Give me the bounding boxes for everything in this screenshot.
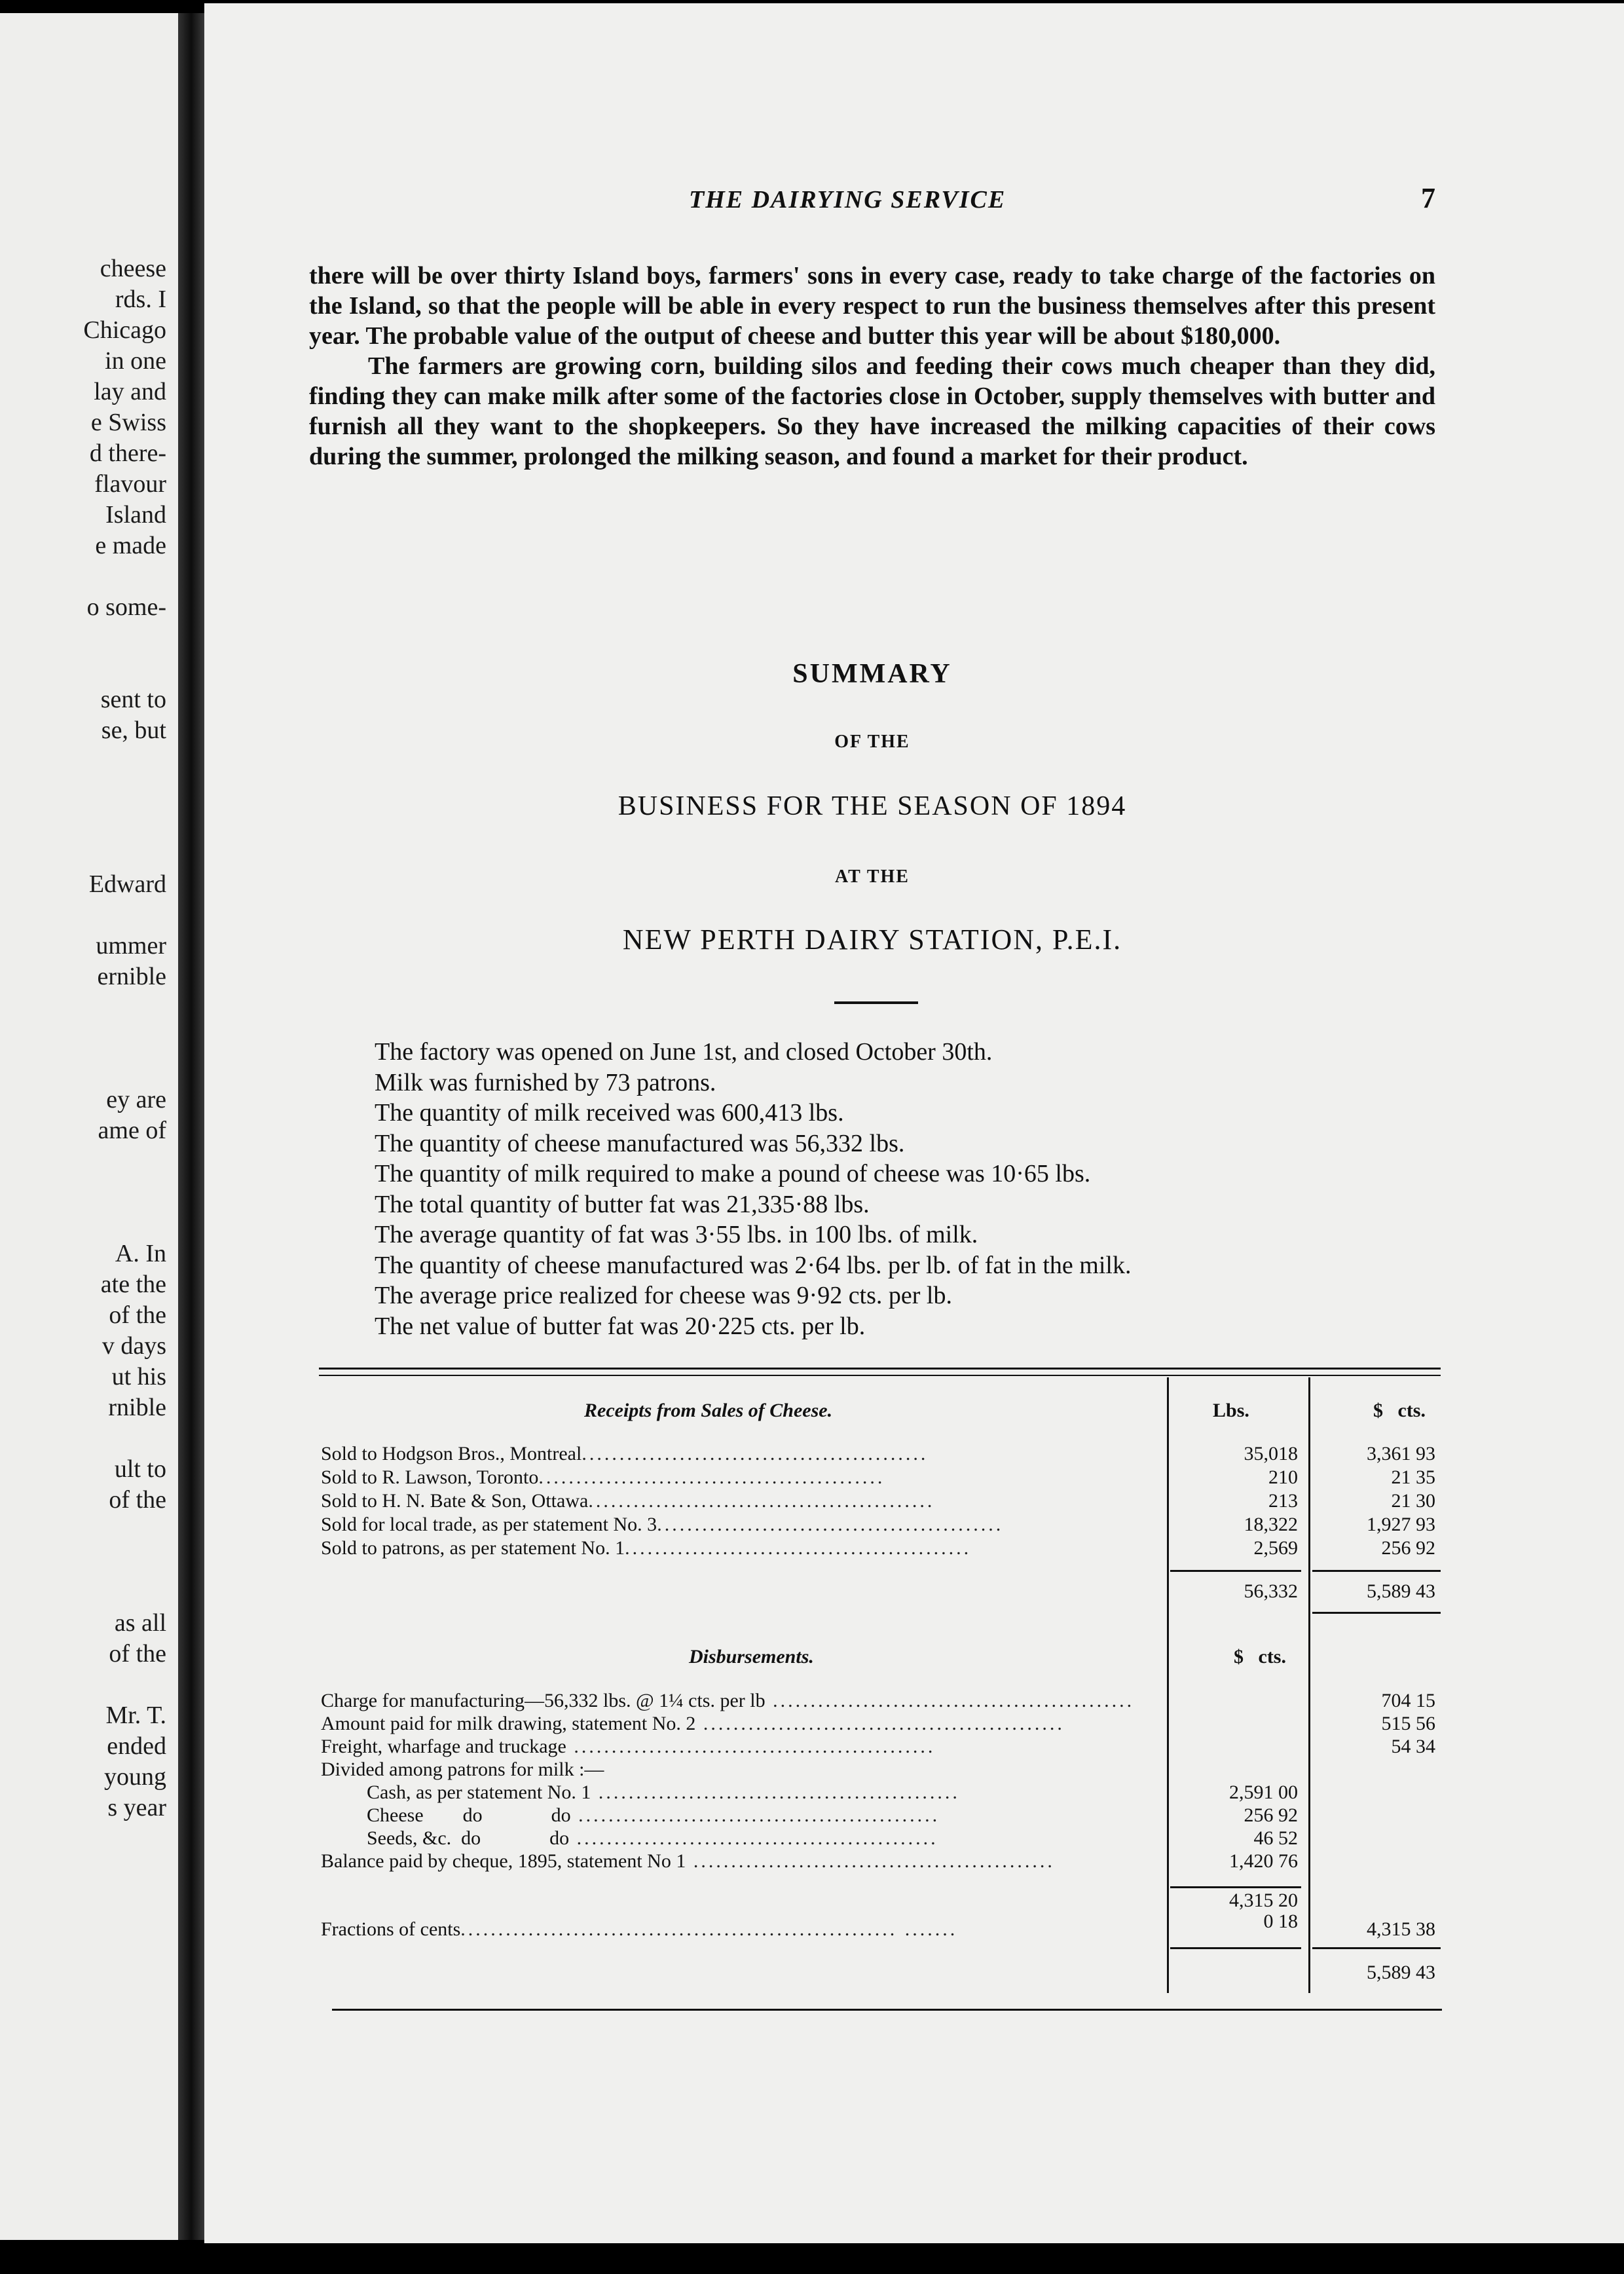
receipt-amount: 3,361 93 — [1367, 1443, 1435, 1464]
heading-rule — [834, 1001, 918, 1004]
leader-dots: ................................................ — [765, 1690, 1135, 1711]
fractions-label — [321, 1918, 957, 1941]
disbursement-row-label — [321, 1713, 1283, 1735]
disbursement-subtotal: 46 52 — [1253, 1827, 1298, 1849]
disbursement-label-text: Cheese do do — [367, 1804, 571, 1826]
paragraph-1: there will be over thirty Island boys, farmers' sons in every case, ready to take charge of the factories on the Island, so that the people will be able in every respect to run the business themselves after this present year. The probable value of the output of cheese and butter this year will be about $180,000. — [309, 262, 1435, 350]
receipt-lbs: 2,569 — [1253, 1537, 1298, 1559]
disbursement-amount: 704 15 — [1381, 1690, 1435, 1711]
page-number: 7 — [1421, 182, 1435, 214]
left-page-fragment: of the — [109, 1486, 166, 1514]
receipt-lbs: 213 — [1268, 1490, 1298, 1512]
disbursement-label-text: Amount paid for milk drawing, statement No. 2 — [321, 1713, 696, 1734]
facts-list — [375, 1037, 1553, 1341]
receipt-row-label — [321, 1490, 1159, 1512]
column-divider — [1167, 1377, 1169, 1993]
disbursement-label-text: Charge for manufacturing—56,332 lbs. @ 1¼ cts. per lb — [321, 1690, 766, 1711]
disbursement-subtotal: 1,420 76 — [1229, 1850, 1298, 1872]
left-page-fragment: e made — [95, 532, 166, 559]
left-page-fragment: flavour — [94, 470, 166, 498]
fractions-label-text: Fractions of cents — [321, 1918, 461, 1940]
fact-line: The quantity of cheese manufactured was 2·64 lbs. per lb. of fat in the milk. — [375, 1251, 1132, 1279]
leader-dots: ................................................ — [566, 1736, 936, 1757]
disbursement-row-label — [321, 1850, 1159, 1873]
receipt-label-text: Sold to patrons, as per statement No. 1 — [321, 1537, 625, 1559]
heading-station: NEW PERTH DAIRY STATION, P.E.I. — [622, 923, 1122, 956]
receipts-total-lbs: 56,332 — [1244, 1580, 1298, 1602]
fact-line: The total quantity of butter fat was 21,335·88 lbs. — [375, 1190, 870, 1218]
left-page-fragment: Chicago — [83, 316, 166, 344]
left-page-fragment: ut his — [111, 1363, 166, 1390]
receipt-amount: 21 30 — [1391, 1490, 1435, 1512]
left-page-fragment: of the — [109, 1640, 166, 1668]
fact-line: Milk was furnished by 73 patrons. — [375, 1068, 716, 1096]
left-page-fragment: lay and — [94, 378, 166, 405]
grand-total: 5,589 43 — [1367, 1962, 1435, 1983]
left-page-fragment: of the — [109, 1301, 166, 1329]
receipt-row-label — [321, 1514, 1159, 1536]
disbursement-subtotal: 256 92 — [1244, 1804, 1298, 1826]
facing-page-fragment — [0, 13, 178, 2240]
disbursement-amount: 54 34 — [1391, 1736, 1435, 1757]
leader-dots: .............................................. — [581, 1443, 929, 1464]
left-page-fragment: ey are — [106, 1086, 166, 1113]
table-bottom-rule — [332, 2009, 1442, 2011]
left-page-fragment: Edward — [88, 870, 166, 898]
fractions-value: 0 18 — [1263, 1911, 1298, 1932]
table-top-rule-thin — [319, 1375, 1441, 1376]
left-page-fragment: se, but — [101, 717, 166, 744]
leader-dots: ................................................ — [695, 1713, 1065, 1734]
receipt-amount: 21 35 — [1391, 1466, 1435, 1488]
leader-dots: .............................................. — [588, 1490, 935, 1512]
left-page-fragment: d there- — [89, 439, 166, 467]
receipt-row-label — [321, 1537, 1159, 1559]
left-page-fragment: Mr. T. — [105, 1702, 166, 1729]
left-page-fragment: o some- — [86, 593, 166, 621]
column-header-dollars: $ cts. — [1373, 1400, 1426, 1421]
running-title: THE DAIRYING SERVICE — [689, 186, 1006, 214]
left-page-fragment: sent to — [100, 686, 166, 713]
leader-dots: ................................................ — [686, 1850, 1055, 1872]
receipt-label-text: Sold to H. N. Bate & Son, Ottawa — [321, 1490, 589, 1512]
leader-dots: ................................................ — [569, 1827, 938, 1849]
heading-business: BUSINESS FOR THE SEASON OF 1894 — [618, 791, 1127, 821]
left-page-fragment: ame of — [98, 1117, 166, 1144]
heading-of-the: OF THE — [834, 732, 910, 752]
sum-rule — [1312, 1947, 1441, 1949]
disbursement-label-text: Balance paid by cheque, 1895, statement No 1 — [321, 1850, 686, 1872]
body-text — [309, 261, 1435, 472]
left-page-fragment: e Swiss — [90, 409, 166, 436]
receipt-lbs: 18,322 — [1244, 1514, 1298, 1535]
disbursement-row-label — [321, 1736, 1283, 1758]
fact-line: The quantity of cheese manufactured was 56,332 lbs. — [375, 1129, 905, 1157]
leader-dots: ................................................ — [570, 1804, 940, 1826]
left-page-fragment: young — [104, 1763, 166, 1791]
sum-rule — [1170, 1570, 1301, 1572]
disbursement-subtotal: 2,591 00 — [1229, 1781, 1298, 1803]
leader-dots: .............................................. — [625, 1537, 972, 1559]
receipt-lbs: 35,018 — [1244, 1443, 1298, 1464]
fact-line: The net value of butter fat was 20·225 cts. per lb. — [375, 1312, 866, 1340]
disbursement-row-label — [321, 1690, 1283, 1712]
receipts-header: Receipts from Sales of Cheese. — [584, 1400, 833, 1421]
receipt-label-text: Sold to Hodgson Bros., Montreal — [321, 1443, 582, 1464]
left-page-fragment: s year — [107, 1794, 166, 1821]
left-page-fragment: ummer — [96, 932, 166, 960]
fact-line: The quantity of milk required to make a pound of cheese was 10·65 lbs. — [375, 1160, 1091, 1187]
receipt-lbs: 210 — [1268, 1466, 1298, 1488]
heading-summary: SUMMARY — [792, 659, 952, 689]
left-page-fragment: ate the — [100, 1271, 166, 1298]
disbursement-row-label — [367, 1804, 1159, 1827]
left-page-fragment: cheese — [100, 255, 166, 282]
left-page-fragment: rnible — [108, 1394, 166, 1421]
receipts-total-amount: 5,589 43 — [1367, 1580, 1435, 1602]
leader-dots: .............................................. — [538, 1466, 885, 1488]
document-page — [204, 3, 1624, 2243]
fractions-amount: 4,315 38 — [1367, 1918, 1435, 1940]
disbursement-label-text: Freight, wharfage and truckage — [321, 1736, 566, 1757]
disbursement-amount: 515 56 — [1381, 1713, 1435, 1734]
disbursement-label-text: Cash, as per statement No. 1 — [367, 1781, 591, 1803]
column-divider — [1308, 1377, 1310, 1993]
sum-rule — [1312, 1570, 1441, 1572]
receipt-label-text: Sold for local trade, as per statement No. 3 — [321, 1514, 657, 1535]
disbursement-label-text: Divided among patrons for milk :— — [321, 1759, 604, 1780]
left-page-fragment: rds. I — [115, 286, 166, 313]
table-top-rule — [319, 1368, 1441, 1370]
left-page-fragment: ended — [107, 1732, 166, 1760]
left-page-fragment: Island — [105, 501, 166, 529]
disbursement-row-label — [367, 1781, 1159, 1804]
receipt-amount: 256 92 — [1381, 1537, 1435, 1559]
receipt-amount: 1,927 93 — [1367, 1514, 1435, 1535]
disbursement-label-text: Seeds, &c. do do — [367, 1827, 570, 1849]
receipt-row-label — [321, 1466, 1159, 1489]
leader-dots: .......................................................... ....... — [460, 1918, 958, 1940]
leader-dots: ................................................ — [591, 1781, 960, 1803]
left-page-fragment: in one — [105, 347, 166, 375]
disbursements-column-header: $ cts. — [1234, 1646, 1286, 1668]
heading-at-the: AT THE — [835, 867, 910, 887]
left-page-fragment: v days — [101, 1332, 166, 1360]
left-page-fragment: ult to — [114, 1455, 166, 1483]
receipt-row-label — [321, 1443, 1159, 1465]
sum-rule — [1170, 1886, 1301, 1888]
column-header-lbs: Lbs. — [1213, 1400, 1249, 1421]
disbursement-row-label — [321, 1759, 910, 1781]
book-gutter — [178, 13, 204, 2240]
leader-dots: .............................................. — [657, 1514, 1004, 1535]
receipt-label-text: Sold to R. Lawson, Toronto — [321, 1466, 539, 1488]
disbursements-header: Disbursements. — [689, 1646, 814, 1668]
left-page-fragment: A. In — [115, 1240, 166, 1267]
fact-line: The quantity of milk received was 600,413 lbs. — [375, 1099, 844, 1127]
fact-line: The average quantity of fat was 3·55 lbs. in 100 lbs. of milk. — [375, 1221, 978, 1248]
left-page-fragment: ernible — [97, 963, 166, 990]
fact-line: The factory was opened on June 1st, and closed October 30th. — [375, 1038, 993, 1066]
paragraph-2: The farmers are growing corn, building silos and feeding their cows much cheaper than they did, finding they can make milk after some of the factories close in October, supply themselves with butter and furnish all they want to the shopkeepers. So they have increased the milking capacities of their cows during the summer, prolonged the milking season, and found a market for their product. — [309, 352, 1435, 470]
fact-line: The average price realized for cheese was 9·92 cts. per lb. — [375, 1282, 952, 1309]
left-page-fragment: as all — [114, 1609, 166, 1637]
disbursement-row-label — [367, 1827, 1159, 1850]
patrons-total: 4,315 20 — [1229, 1890, 1298, 1911]
sum-rule — [1170, 1947, 1301, 1949]
sum-rule — [1312, 1612, 1441, 1614]
